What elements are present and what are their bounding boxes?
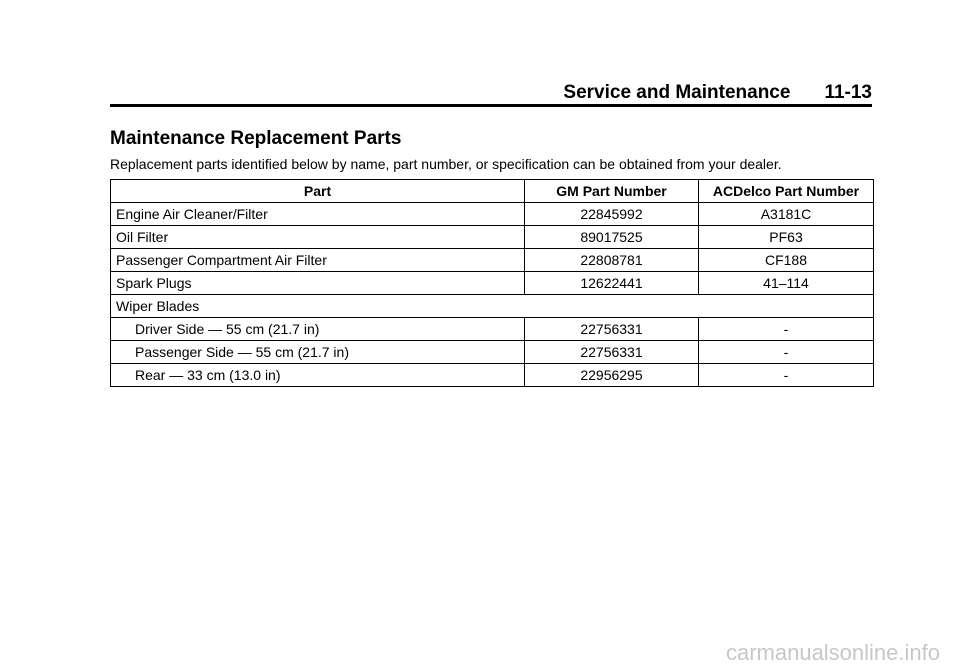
- header-rule: [110, 104, 872, 107]
- gm-part-number: 22956295: [525, 364, 699, 387]
- gm-part-number: 12622441: [525, 272, 699, 295]
- acdelco-part-number: PF63: [699, 226, 874, 249]
- section-title: Maintenance Replacement Parts: [110, 128, 402, 149]
- parts-table: [110, 179, 874, 387]
- table-row: [111, 364, 874, 387]
- acdelco-part-number: 41–114: [699, 272, 874, 295]
- part-name: Driver Side — 55 cm (21.7 in): [111, 318, 525, 341]
- part-name: Engine Air Cleaner/Filter: [111, 203, 525, 226]
- table-row: [111, 272, 874, 295]
- group-label-wiper-blades: Wiper Blades: [111, 295, 874, 318]
- running-header: [110, 82, 872, 104]
- table-row: [111, 226, 874, 249]
- page-number: 11-13: [824, 82, 872, 103]
- intro-text: Replacement parts identified below by name, part number, or specification can be obtained from your dealer.: [110, 156, 782, 172]
- acdelco-part-number: CF188: [699, 249, 874, 272]
- table-row: [111, 341, 874, 364]
- column-header-acdelco-part-number: ACDelco Part Number: [699, 180, 874, 203]
- section-name: Service and Maintenance: [563, 82, 791, 103]
- table-group-row: [111, 295, 874, 318]
- gm-part-number: 22845992: [525, 203, 699, 226]
- part-name: Passenger Compartment Air Filter: [111, 249, 525, 272]
- watermark: carmanualsonline.info: [725, 640, 940, 665]
- part-name: Rear — 33 cm (13.0 in): [111, 364, 525, 387]
- column-header-part: Part: [111, 180, 525, 203]
- gm-part-number: 89017525: [525, 226, 699, 249]
- gm-part-number: 22756331: [525, 341, 699, 364]
- column-header-gm-part-number: GM Part Number: [525, 180, 699, 203]
- acdelco-part-number: -: [699, 341, 874, 364]
- acdelco-part-number: A3181C: [699, 203, 874, 226]
- part-name: Spark Plugs: [111, 272, 525, 295]
- acdelco-part-number: -: [699, 318, 874, 341]
- acdelco-part-number: -: [699, 364, 874, 387]
- part-name: Passenger Side — 55 cm (21.7 in): [111, 341, 525, 364]
- table-row: [111, 249, 874, 272]
- part-name: Oil Filter: [111, 226, 525, 249]
- gm-part-number: 22808781: [525, 249, 699, 272]
- table-row: [111, 203, 874, 226]
- table-header-row: [111, 180, 874, 203]
- table-row: [111, 318, 874, 341]
- gm-part-number: 22756331: [525, 318, 699, 341]
